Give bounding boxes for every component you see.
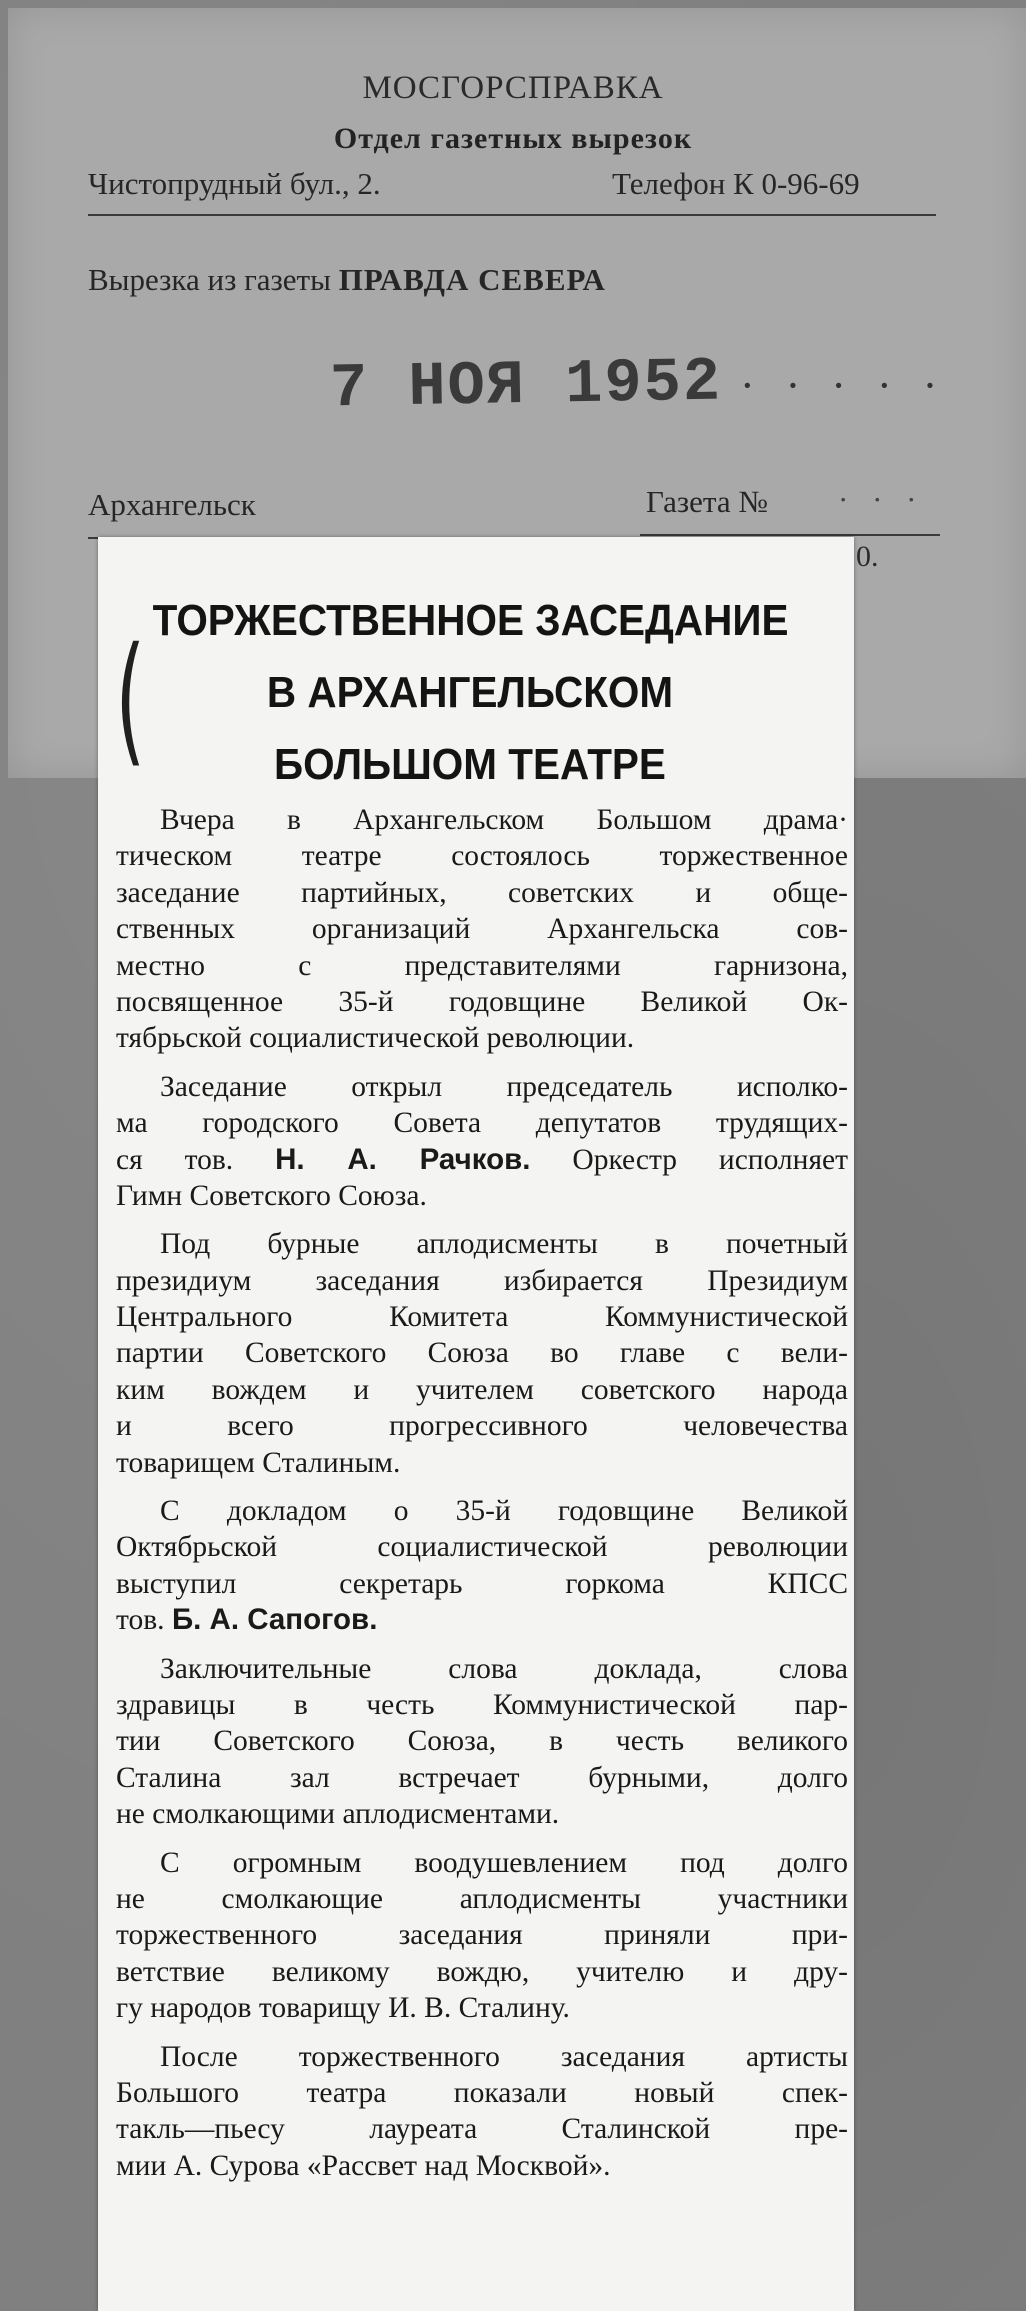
article-paragraph [116, 1069, 848, 1215]
text-line: президиум заседания избирается Президиум [116, 1264, 848, 1297]
agency-title: МОСГОРСПРАВКА [362, 70, 664, 106]
text-line: ветствие великому вождю, учителю и дру- [116, 1955, 848, 1988]
clipping-from-label: Вырезка из газеты [88, 262, 331, 297]
gazeta-underline [640, 534, 940, 536]
gazeta-number-dots: · · · [838, 482, 925, 517]
article-paragraph [116, 1226, 848, 1481]
text-line: Гимн Советского Союза. [116, 1179, 427, 1212]
headline-line: ТОРЖЕСТВЕННОЕ ЗАСЕДАНИЕ [152, 596, 789, 645]
text-line: такль—пьесу лауреата Сталинской пре- [116, 2113, 848, 2146]
person-name-rachkov: Н. А. Рачков. [275, 1142, 531, 1176]
text-line: местно с представителями гарнизона, [116, 949, 848, 982]
text-line: тическом театре состоялось торжественное [116, 840, 848, 873]
text-line: и всего прогрессивного человечества [116, 1410, 848, 1443]
agency-address: Чистопрудный бул., 2. [88, 166, 381, 201]
text-line: С докладом о 35-й годовщине Великой [160, 1495, 848, 1528]
text-line: С огромным воодушевлением под долго [160, 1846, 848, 1879]
text-line-with-name [116, 1602, 848, 1638]
newspaper-name: ПРАВДА СЕВЕРА [338, 262, 606, 297]
header-divider [88, 214, 936, 216]
text-line: не смолкающие аплодисменты участники [116, 1882, 848, 1915]
text-line: Октябрьской социалистической революции [116, 1531, 848, 1564]
text-line: После торжественного заседания артисты [160, 2040, 848, 2073]
text-line: тябрьской социалистической революции. [116, 1022, 635, 1055]
text-line: Центрального Комитета Коммунистической [116, 1301, 848, 1334]
text-line: гу народов товарищу И. В. Сталину. [116, 1992, 570, 2025]
text-line: Заключительные слова доклада, слова [160, 1652, 848, 1685]
text-line: Сталина зал встречает бурными, долго [116, 1761, 848, 1794]
article-paragraph [116, 1493, 848, 1639]
text-line: не смолкающими аплодисментами. [116, 1798, 560, 1831]
handwritten-bracket-mark: ( [115, 618, 146, 781]
text-segment: ся тов. [116, 1143, 276, 1176]
clipping-source-line [88, 262, 606, 298]
city-label: Архангельск [88, 487, 256, 522]
text-line-with-name [116, 1142, 848, 1178]
text-line: посвященное 35-й годовщине Великой Ок- [116, 985, 848, 1018]
headline-line: БОЛЬШОМ ТЕАТРЕ [274, 740, 666, 789]
text-line: партии Советского Союза во главе с вели- [116, 1337, 848, 1370]
text-line: торжественного заседания приняли при- [116, 1919, 848, 1952]
text-segment: тов. [116, 1604, 172, 1637]
text-line: Большого театра показали новый спек- [116, 2076, 848, 2109]
text-line: ственных организаций Архангельска сов- [116, 913, 848, 946]
text-line: Под бурные аплодисменты в почетный [160, 1228, 848, 1261]
gazeta-number-label: Газета № [646, 484, 768, 519]
article-paragraph [116, 1845, 848, 2027]
person-name-sapogov: Б. А. Сапогов. [171, 1603, 378, 1637]
text-line: выступил секретарь горкома КПСС [116, 1567, 848, 1600]
text-line: Заседание открыл председатель исполко- [160, 1070, 848, 1103]
card-edge-mark: 0. [856, 540, 879, 573]
text-line: мии А. Сурова «Рассвет над Москвой». [116, 2149, 611, 2182]
article-body [116, 802, 848, 2196]
article-paragraph [116, 802, 848, 1057]
article-headline [153, 585, 788, 801]
stamp-dots: · · · · · [740, 361, 948, 410]
text-line: заседание партийных, советских и обще- [116, 876, 848, 909]
headline-line: В АРХАНГЕЛЬСКОМ [266, 668, 674, 717]
text-line: товарищем Сталиным. [116, 1446, 401, 1479]
article-paragraph [116, 2039, 848, 2185]
agency-phone: Телефон К 0-96-69 [612, 166, 860, 201]
text-line: здравицы в честь Коммунистической пар- [116, 1688, 848, 1721]
department-subtitle: Отдел газетных вырезок [333, 122, 693, 155]
text-line: ма городского Совета депутатов трудящих- [116, 1107, 848, 1140]
text-line: Вчера в Архангельском Большом драма· [160, 804, 848, 836]
text-line: тии Советского Союза, в честь великого [116, 1725, 848, 1758]
text-line: ким вождем и учителем советского народа [116, 1373, 848, 1406]
date-stamp: 7 НОЯ 1952 [329, 346, 723, 425]
text-segment: Оркестр исполняет [530, 1143, 848, 1176]
article-paragraph [116, 1651, 848, 1833]
